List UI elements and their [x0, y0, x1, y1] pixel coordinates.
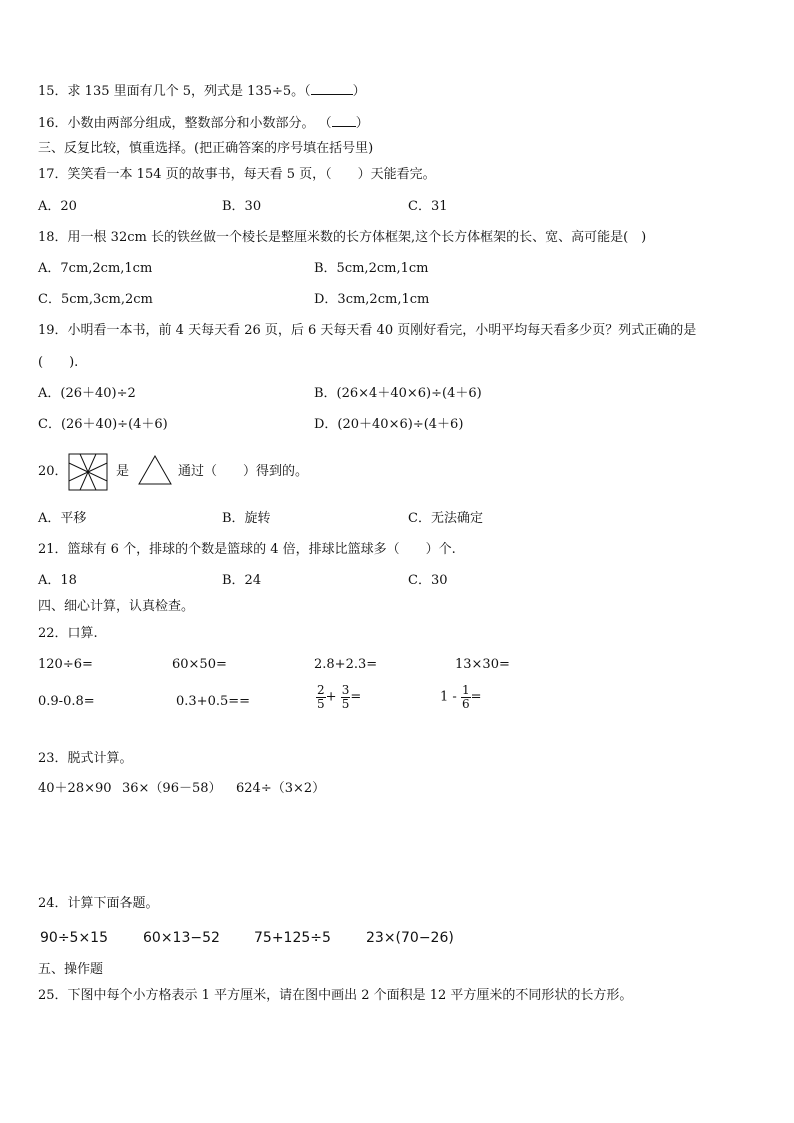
question-19-cont: ( ). — [38, 355, 79, 370]
option-c[interactable]: C．5cm,3cm,2cm — [38, 292, 153, 307]
option-b[interactable]: B．旋转 — [222, 511, 271, 526]
calc-item: 624÷（3×2） — [236, 781, 326, 796]
fraction: $\frac{2}{5}$ — [317, 683, 325, 711]
section-heading-4: 四、细心计算，认真检查。 — [38, 599, 195, 614]
q16-text: 16．小数由两部分组成，整数部分和小数部分。 （ — [38, 116, 332, 131]
q15-text: 15．求 135 里面有几个 5，列式是 135÷5。（ — [38, 84, 311, 99]
triangle-figure — [137, 454, 173, 486]
calc-item: 60×13−52 — [143, 930, 220, 946]
fraction: $\frac{1}{6}$ — [461, 683, 470, 711]
oral-calc-item: 0.3+0.5== — [176, 694, 251, 709]
option-a[interactable]: A．20 — [38, 199, 77, 214]
option-c[interactable]: C．31 — [408, 199, 448, 214]
pinwheel-figure — [68, 453, 108, 491]
option-a[interactable]: A．平移 — [38, 511, 87, 526]
calc-item: 23×(70−26) — [366, 930, 454, 946]
question-17: 17．笑笑看一本 154 页的故事书，每天看 5 页，（ ）天能看完。 — [38, 167, 436, 182]
question-19: 19．小明看一本书，前 4 天每天看 26 页，后 6 天每天看 40 页刚好看完，小明平均每天看多少页？列式正确的是 — [38, 323, 697, 338]
calc-item: 40＋28×90 — [38, 781, 112, 796]
oral-calc-item: 2.8+2.3= — [314, 657, 378, 672]
question-20-mid: 是 — [116, 464, 130, 479]
option-b[interactable]: B．(26×4＋40×6)÷(4＋6) — [314, 386, 482, 401]
calc-item: 90÷5×15 — [40, 930, 108, 946]
section-heading-3: 三、反复比较，慎重选择。(把正确答案的序号填在括号里) — [38, 141, 374, 156]
option-c[interactable]: C．(26＋40)÷(4＋6) — [38, 417, 168, 432]
oral-calc-item: 60×50= — [172, 657, 227, 672]
answer-blank[interactable] — [332, 114, 356, 127]
option-b[interactable]: B．30 — [222, 199, 262, 214]
question-25: 25．下图中每个小方格表示 1 平方厘米，请在图中画出 2 个面积是 12 平方厘米的不同形状的长方形。 — [38, 988, 633, 1003]
calc-item: 75+125÷5 — [254, 930, 331, 946]
section-heading-5: 五、操作题 — [38, 962, 104, 977]
answer-blank[interactable] — [311, 82, 353, 95]
calc-item: 36×（96－58） — [122, 781, 222, 796]
question-21: 21．篮球有 6 个，排球的个数是篮球的 4 倍，排球比篮球多（ ）个. — [38, 542, 456, 557]
question-20-text: 通过（ ）得到的。 — [178, 464, 309, 479]
option-b[interactable]: B．5cm,2cm,1cm — [314, 261, 429, 276]
option-c[interactable]: C．30 — [408, 573, 448, 588]
option-d[interactable]: D．(20＋40×6)÷(4＋6) — [314, 417, 464, 432]
question-15: 15．求 135 里面有几个 5，列式是 135÷5。（ ） — [38, 84, 366, 99]
question-23: 23．脱式计算。 — [38, 751, 133, 766]
oral-calc-item: 120÷6= — [38, 657, 93, 672]
option-c[interactable]: C．无法确定 — [408, 511, 483, 526]
option-a[interactable]: A．7cm,2cm,1cm — [38, 261, 153, 276]
question-22: 22．口算. — [38, 626, 98, 641]
oral-calc-item: 13×30= — [455, 657, 510, 672]
option-a[interactable]: A．18 — [38, 573, 77, 588]
oral-calc-item: 0.9-0.8= — [38, 694, 95, 709]
fraction-expression: $\frac{2}{5}$ + $\frac{3}{5}$ = — [317, 683, 362, 711]
question-20-number: 20． — [38, 464, 68, 479]
question-18: 18．用一根 32cm 长的铁丝做一个棱长是整厘米数的长方体框架,这个长方体框架的长、宽、高可能是( ) — [38, 230, 647, 245]
question-24: 24．计算下面各题。 — [38, 896, 159, 911]
question-16: 16．小数由两部分组成，整数部分和小数部分。 （ ） — [38, 116, 369, 131]
option-d[interactable]: D．3cm,2cm,1cm — [314, 292, 430, 307]
fraction: $\frac{3}{5}$ — [341, 683, 350, 711]
option-b[interactable]: B．24 — [222, 573, 262, 588]
option-a[interactable]: A．(26＋40)÷2 — [38, 386, 136, 401]
fraction-expression: 1 - $\frac{1}{6}$ = — [440, 683, 482, 711]
